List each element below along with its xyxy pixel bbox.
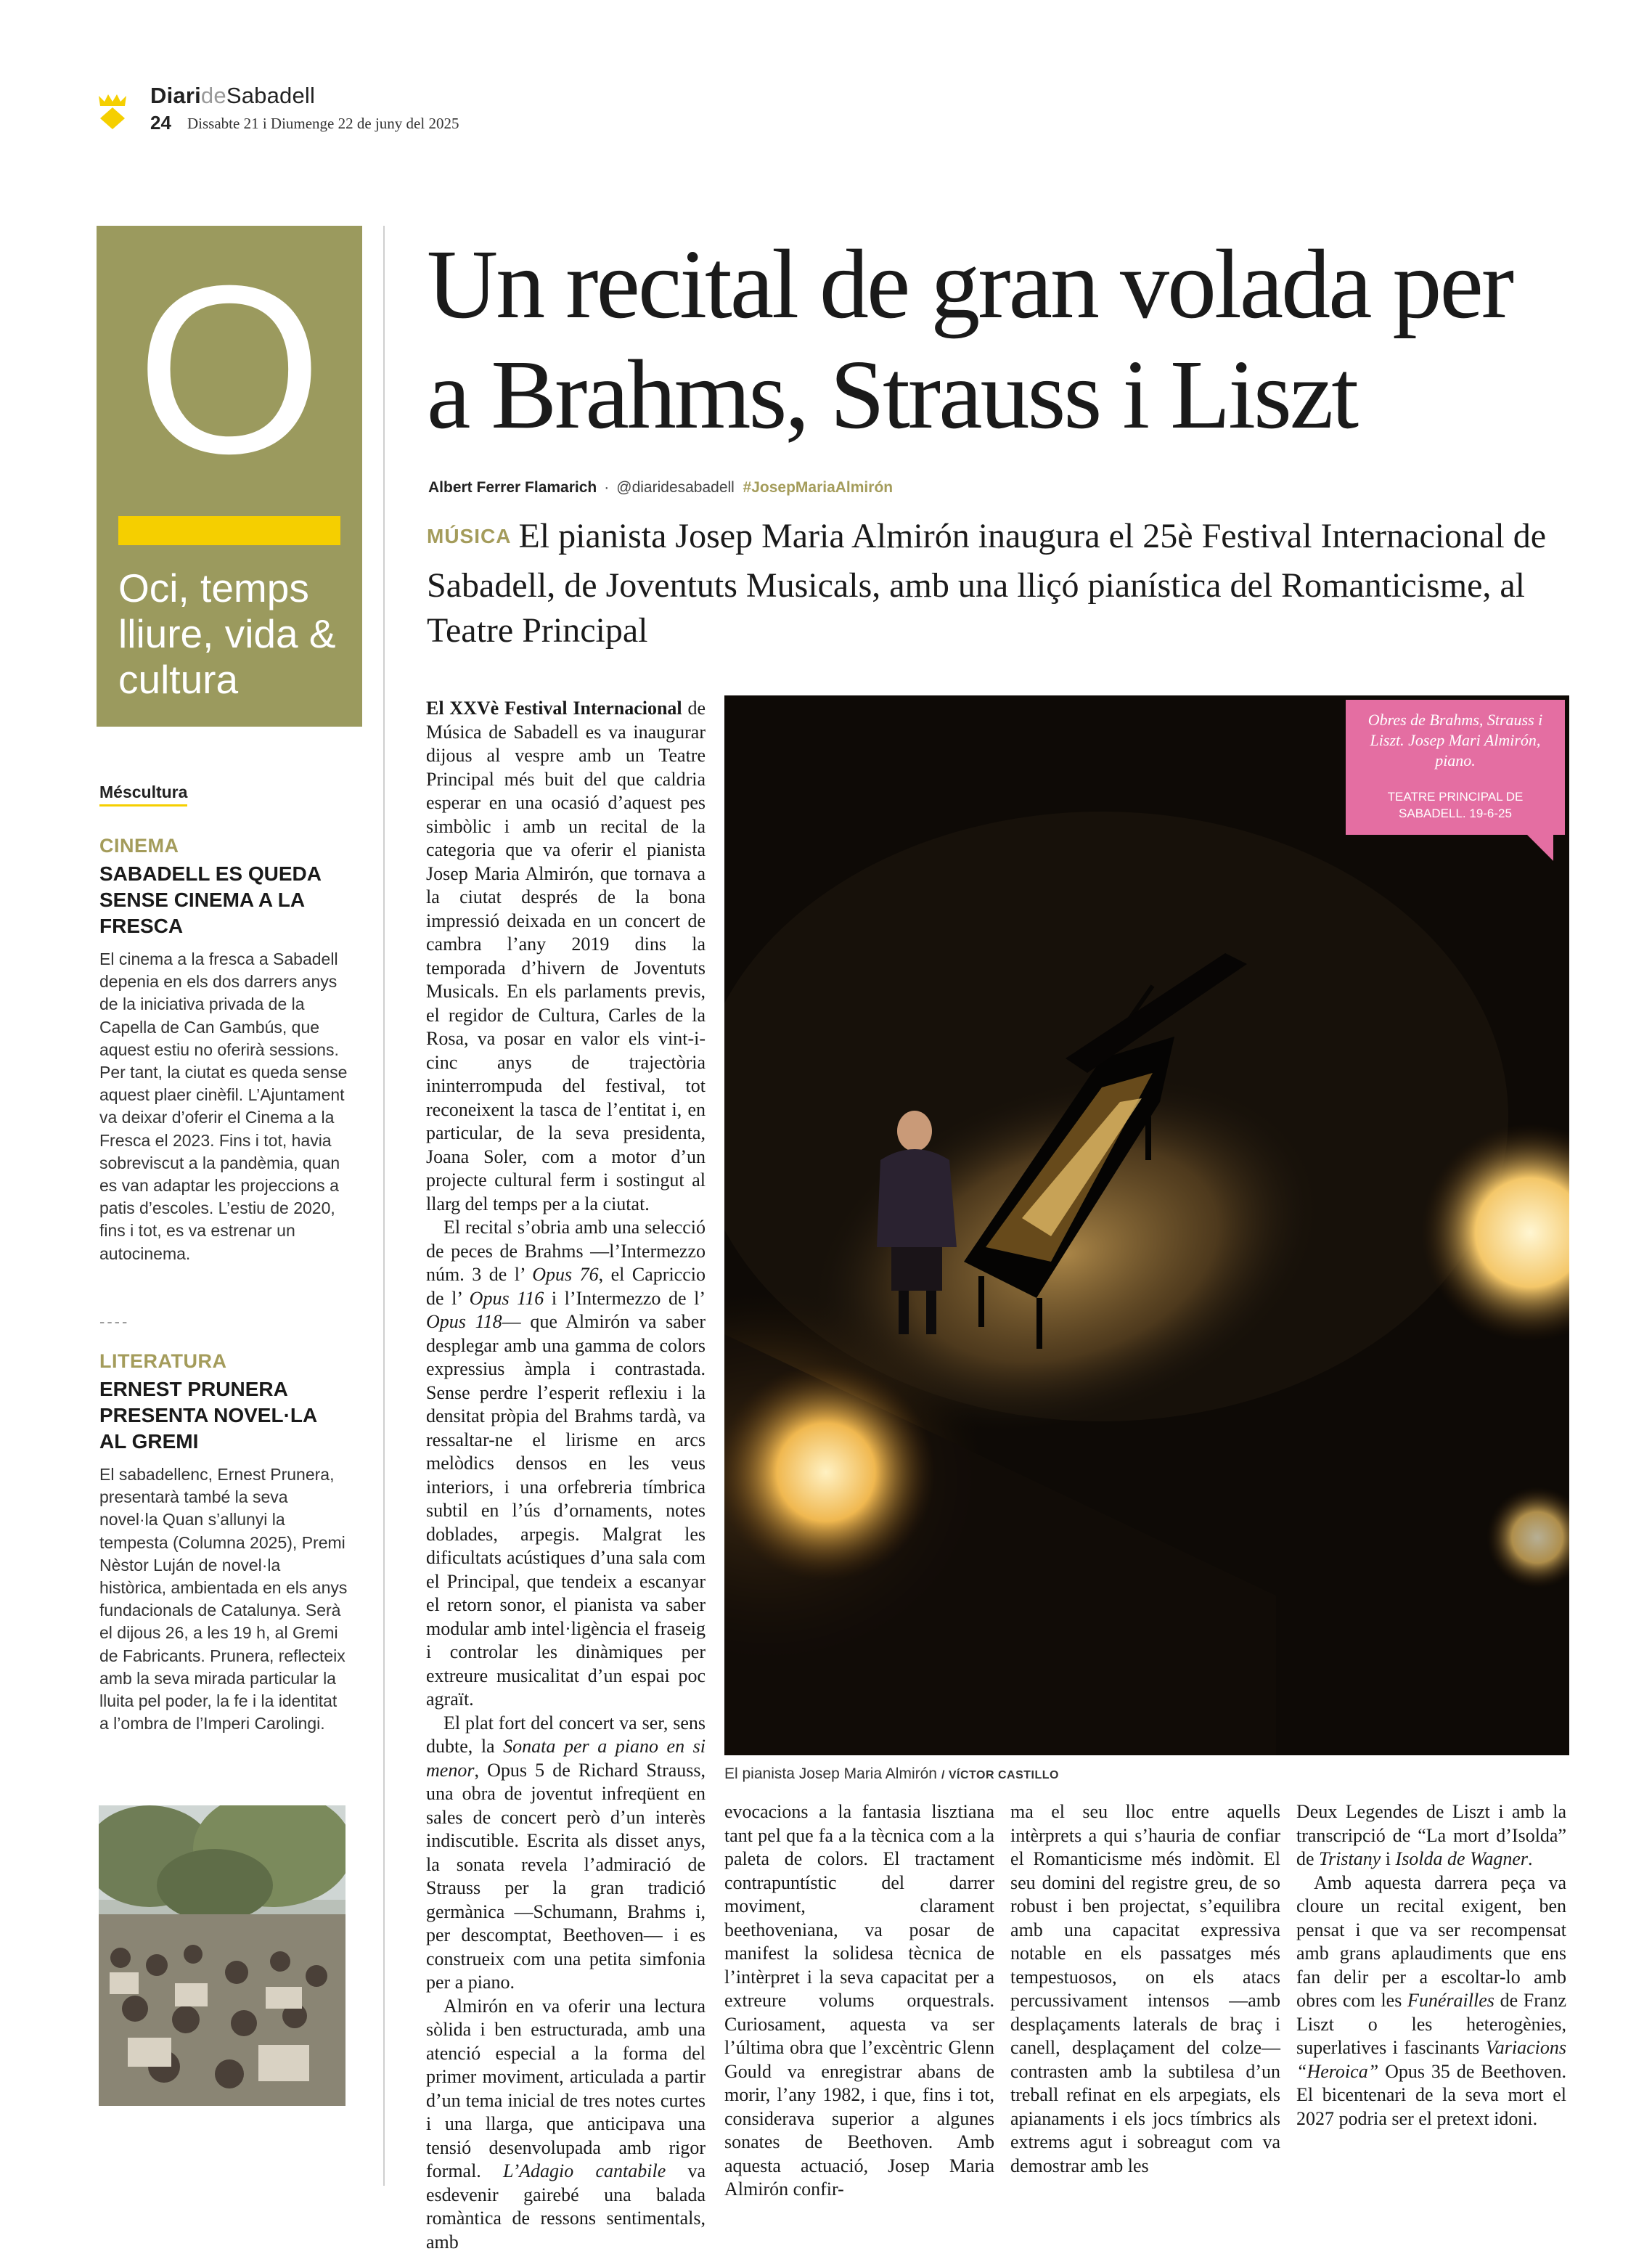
byline: Albert Ferrer Flamarich · @diaridesabadell #JosepMariaAlmirón bbox=[428, 479, 894, 496]
sidebar-separator: ---- bbox=[99, 1312, 130, 1331]
section-letter: O bbox=[136, 235, 323, 503]
sidebar-headline-literatura: ERNEST PRUNERA PRESENTA NOVEL·LA AL GREMI bbox=[99, 1378, 317, 1453]
concert-infobox bbox=[1346, 700, 1565, 835]
infobox-pointer bbox=[1527, 835, 1553, 861]
social-handle[interactable]: @diaridesabadell bbox=[616, 479, 735, 496]
sidebar-title: Méscultura bbox=[99, 783, 187, 807]
article-column-1: El XXVè Festival Internacional de Música de Sabadell es va inaugurar dijous al vespre amb un Teatre Principal més buit del que caldria esperar en una ocasió d’aquest pes simbòlic i amb un recital de la categoria que va oferir el pianista Josep Maria Almirón, que tornava a la ciutat després de la bona impressió deixada en un concert de cambra l’any 2019 dins la temporada d’hivern de Joventuts Musicals. En els parlaments previs, el regidor de Cultura, Carles de la Rosa, va posar en valor els vint-i-cinc anys de trajectòria ininterrompuda del festival, tot reconeixent la tasca de l’entitat i, en particular, de la seva presidenta, Joana Soler, com a motor d’un projecte cultural ferm i sostingut al llarg del temps per a la ciutat. El recital s’obria amb una selecció de peces de Brahms —l’Intermezzo núm. 3 de l’ Opus 76, el Capriccio de l’ Opus 116 i l’Intermezzo de l’ Opus 118— que Almirón va saber desplegar amb una gamma de colors expressius àmpla i contrastada. Sense perdre l’esperit reflexiu i la densitat pròpia del Brahms tardà, va ressaltar-ne el lirisme en arcs melòdics densos en les veus interiors, i una orfebreria tímbrica subtil en l’ús d’ornaments, notes doblades, arpegis. Malgrat les dificultats acústiques d’una sala com el Principal, que tendeix a escanyar el retorn sonor, el pianista va saber modular amb intel·ligència el fraseig i controlar les dinàmiques per extreure musicalitat d’un espai poc agraït. El plat fort del concert va ser, sens dubte, la Sonata per a piano en si menor, Opus 5 de Richard Strauss, una obra de joventut infreqüent en sales de concert però d’un interès indiscutible. Escrita als disset anys, la sonata revela l’admiració de Strauss per la gran tradició germànica —Schumann, Brahms i, per descomptat, Beethoven— i es construeix com una petita simfonia per a piano. Almirón en va oferir una lectura sòlida i ben estructurada, amb una atenció especial a la forma del primer moviment, articulada a partir d’un tema inicial de tres notes curtes i una llarga, que anticipava una tensió desenvolupada amb rigor formal. L’Adagio cantabile va esdevenir gairebé una balada romàntica de ressons sentimentals, amb bbox=[426, 698, 706, 2253]
article-column-2: evocacions a la fantasia lisztiana tant pel que fa a la tècnica com a la paleta de colors. El tractament contrapuntístic del darrer moviment, clarament beethoveniana, va posar de manifest la solidesa tècnica de l’intèrpret i la seva capacitat per a extreure volums orquestrals. Curiosament, aquesta va ser l’última obra que l’excèntric Glenn Gould va enregistrar abans de morir, l’any 1982, i que, fins i tot, considerava superior a algunes sonates de Beethoven. Amb aquesta actuació, Josep Maria Almirón confir- bbox=[724, 1801, 994, 2200]
article-photo bbox=[724, 695, 1569, 1755]
article-subhead bbox=[427, 514, 1559, 653]
article-headline: Un recital de gran volada per a Brahms, Strauss i Liszt bbox=[427, 230, 1513, 449]
section-accent-bar bbox=[118, 516, 340, 545]
sidebar-body-literatura: El sabadellenc, Ernest Prunera, presentarà també la seva novel·la Quan s’allunyi la tempesta (Columna 2025), Premi Nèstor Luján de novel·la històrica, ambientada en els anys fundacionals de Catalunya. Serà el dijous 26, a les 19 h, al Gremi de Fabricants. Prunera, reflecteix amb la seva mirada particular la lluita pel poder, la fe i la identitat a l’ombra de l’Imperi Carolingi. bbox=[99, 1465, 348, 1734]
sidebar-category-cinema: CINEMA bbox=[99, 835, 179, 857]
sidebar-photo bbox=[99, 1805, 345, 2106]
subhead-text: El pianista Josep Maria Almirón inaugura el 25è Festival Internacional de Sabadell, de Joventuts Musicals, amb una lliçó pianística del Romanticisme, al Teatre Principal bbox=[427, 517, 1547, 650]
photo-credit: / VÍCTOR CASTILLO bbox=[941, 1769, 1059, 1781]
infobox-venue: TEATRE PRINCIPAL DE SABADELL. 19-6-25 bbox=[1387, 790, 1524, 820]
section-label: Oci, temps lliure, vida & cultura bbox=[118, 565, 336, 702]
sidebar-headline-cinema: SABADELL ES QUEDA SENSE CINEMA A LA FRESCA bbox=[99, 862, 321, 937]
section-box bbox=[97, 226, 362, 727]
sidebar-category-literatura: LITERATURA bbox=[99, 1350, 227, 1372]
newspaper-logo-icon bbox=[94, 93, 131, 129]
sidebar-body-cinema: El cinema a la fresca a Sabadell depenia en els dos darrers anys de la iniciativa privada de la Capella de Can Gambús, que aquest estiu no oferirà sessions. Per tant, la ciutat es queda sense aquest plaer cinèfil. L’Ajuntament va deixar d’oferir el Cinema a la Fresca el 2023. Fins i tot, havia sobreviscut a la pandèmia, quan es van adaptar les projeccions a patis d’escoles. L’estiu de 2020, fins i tot, es va estrenar un autocinema. bbox=[99, 950, 348, 1263]
page-number: 24 bbox=[150, 112, 171, 134]
photo-caption: El pianista Josep Maria Almirón / VÍCTOR CASTILLO bbox=[724, 1765, 1059, 1782]
section-kicker: MÚSICA bbox=[427, 525, 512, 547]
hashtag[interactable]: #JosepMariaAlmirón bbox=[743, 479, 894, 496]
infobox-works: Obres de Brahms, Strauss i Liszt. Josep Mari Almirón, piano. bbox=[1367, 711, 1543, 769]
masthead-brand: DiarideSabadell bbox=[150, 83, 316, 108]
issue-date: Dissabte 21 i Diumenge 22 de juny del 2025 bbox=[187, 115, 459, 132]
article-column-4: Deux Legendes de Liszt i amb la transcripció de “La mort d’Isolda” de Tristany i Isolda de Wagner. Amb aquesta darrera peça va cloure un recital exigent, ben pensat i que va ser recompensat amb grans aplaudiments que ens fan delir per a escoltar-lo amb obres com les Funérailles de Franz Liszt o les heterogènies, superlatives i fascinants Variacions “Heroica” Opus 35 de Beethoven. El bicentenari de la seva mort el 2027 podria ser el pretext idoni. bbox=[1296, 1801, 1566, 2129]
column-divider bbox=[383, 226, 385, 2186]
author-name: Albert Ferrer Flamarich bbox=[428, 479, 597, 496]
article-column-3: ma el seu lloc entre aquells intèrprets a qui s’hauria de confiar el Romanticisme més indòmit. El seu domini del registre greu, de so robust i ben projectat, s’equilibra amb una capacitat expressiva notable en els passatges més tempestuosos, on els atacs percussivament intensos —amb desplaçaments laterals de braç i canell, desplaçament del colze— contrasten amb la subtilesa d’un treball refinat en els arpegiats, els apianaments i els jocs tímbrics als extrems agut i sobreagut com va demostrar amb les bbox=[1010, 1801, 1280, 2176]
